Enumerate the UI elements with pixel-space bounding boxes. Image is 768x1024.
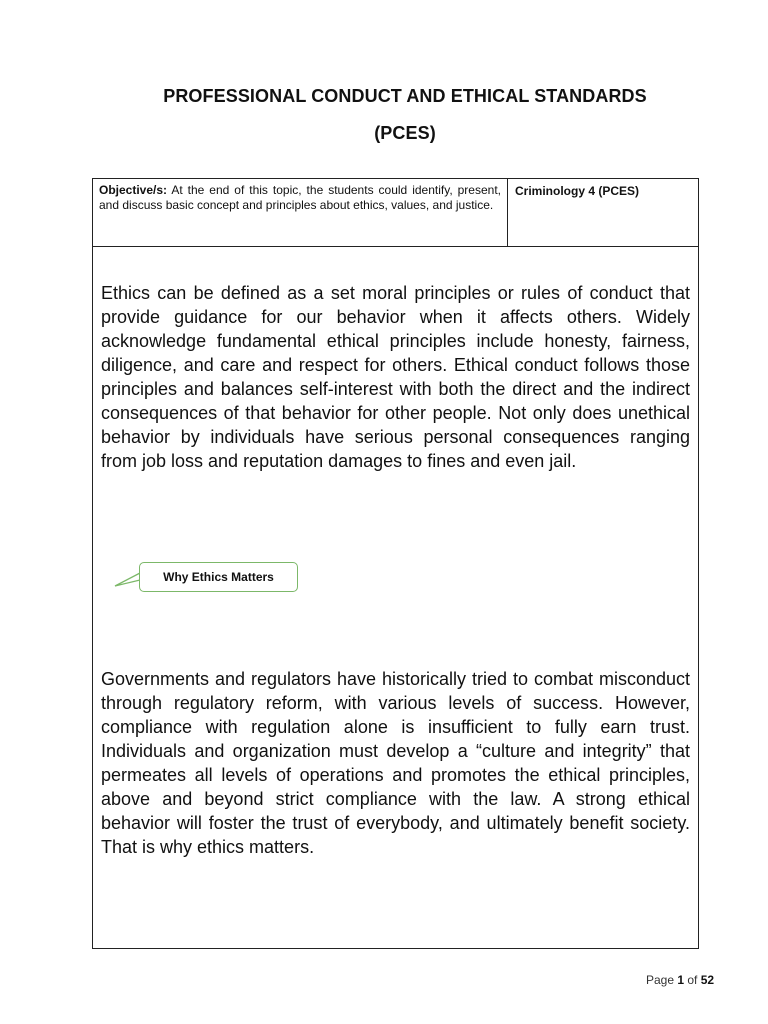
course-label: Criminology 4 (PCES) <box>515 184 640 198</box>
document-title: PROFESSIONAL CONDUCT AND ETHICAL STANDARDS <box>163 86 647 106</box>
page-word: Page <box>646 973 678 987</box>
paragraph-why-ethics-matters: Governments and regulators have historically tried to combat misconduct through regulatory reform, with various levels of success. However, compliance with regulation alone is insufficient to fully earn trust. Individuals and organization must develop a “culture and integrity” that permeates all levels of operations and promotes the ethical principles, above and beyond strict compliance with the law. A strong ethical behavior will foster the trust of everybody, and ultimately benefit society. That is why ethics matters. <box>101 669 690 857</box>
paragraph-ethics-definition: Ethics can be defined as a set moral principles or rules of conduct that provide guidance for our behavior when it affects others. Widely acknowledge fundamental ethical principles include honesty, fairness, diligence, and care and respect for others. Ethical conduct follows those principles and balances self-interest with both the direct and the indirect consequences of that behavior for other people. Not only does unethical behavior by individuals have serious personal consequences ranging from job loss and reputation damages to fines and even jail. <box>101 283 690 471</box>
document-subtitle: (PCES) <box>374 123 436 143</box>
callout-label: Why Ethics Matters <box>139 562 298 592</box>
page-current: 1 <box>677 973 685 987</box>
page-total: 52 <box>700 973 715 987</box>
callout-why-ethics-matters <box>139 562 298 592</box>
objective-label: Objective/s: <box>99 183 168 197</box>
content-box <box>92 178 699 949</box>
page-number <box>646 973 714 987</box>
header-row <box>93 179 698 247</box>
objective-text: At the end of this topic, the students could identify, present, and discuss basic concept and principles about ethics, values, and justice. <box>99 183 501 212</box>
of-word: of <box>684 973 701 987</box>
objective-cell <box>93 179 508 247</box>
